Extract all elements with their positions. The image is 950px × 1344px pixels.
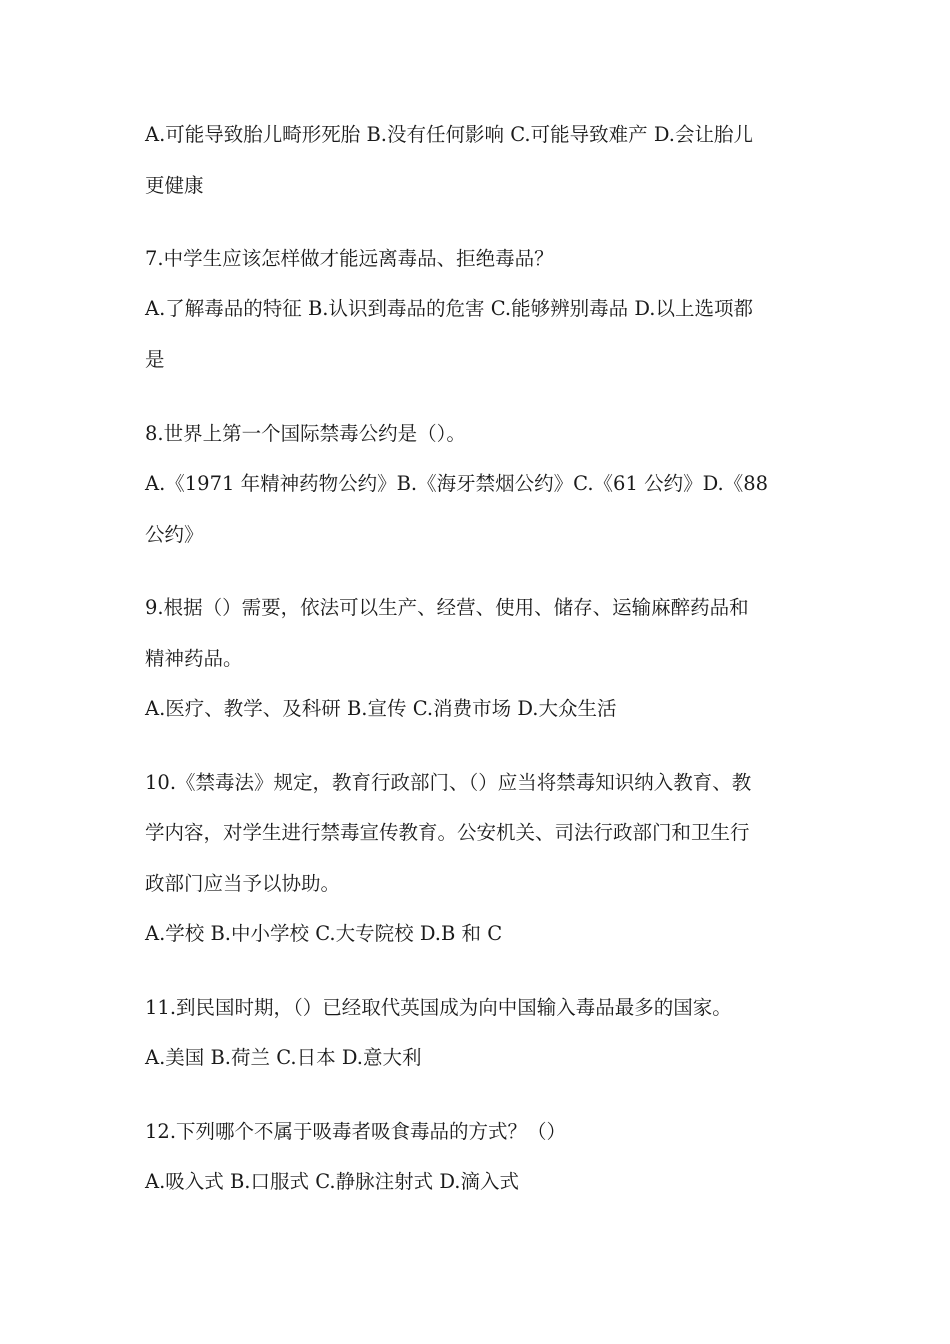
q8-question: 8.世界上第一个国际禁毒公约是（）。 [145, 422, 466, 445]
q10-question-line-1: 10.《禁毒法》规定，教育行政部门、（）应当将禁毒知识纳入教育、教 [145, 771, 752, 794]
q6-options-line-2: 更健康 [145, 174, 204, 197]
q10-question-line-2: 学内容，对学生进行禁毒宣传教育。公安机关、司法行政部门和卫生行 [145, 821, 750, 844]
q10-options: A.学校 B.中小学校 C.大专院校 D.B 和 C [145, 922, 503, 945]
q11-question: 11.到民国时期，（）已经取代英国成为向中国输入毒品最多的国家。 [145, 996, 732, 1019]
q6-options-line-1: A.可能导致胎儿畸形死胎 B.没有任何影响 C.可能导致难产 D.会让胎儿 [145, 123, 753, 146]
q9-options: A.医疗、教学、及科研 B.宣传 C.消费市场 D.大众生活 [145, 697, 617, 720]
q10-question-line-3: 政部门应当予以协助。 [145, 872, 341, 895]
q11-options: A.美国 B.荷兰 C.日本 D.意大利 [145, 1046, 422, 1069]
q8-options-line-2: 公约》 [145, 523, 204, 546]
q7-options-line-1: A.了解毒品的特征 B.认识到毒品的危害 C.能够辨别毒品 D.以上选项都 [145, 297, 753, 320]
q7-question: 7.中学生应该怎样做才能远离毒品、拒绝毒品？ [145, 247, 554, 270]
q9-question-line-1: 9.根据（）需要，依法可以生产、经营、使用、储存、运输麻醉药品和 [145, 596, 749, 619]
q8-options-line-1: A.《1971 年精神药物公约》B.《海牙禁烟公约》C.《61 公约》D.《88 [145, 472, 769, 495]
q12-options: A.吸入式 B.口服式 C.静脉注射式 D.滴入式 [145, 1170, 519, 1193]
q12-question: 12.下列哪个不属于吸毒者吸食毒品的方式？（） [145, 1120, 567, 1143]
q9-question-line-2: 精神药品。 [145, 647, 243, 670]
q7-options-line-2: 是 [145, 348, 165, 371]
